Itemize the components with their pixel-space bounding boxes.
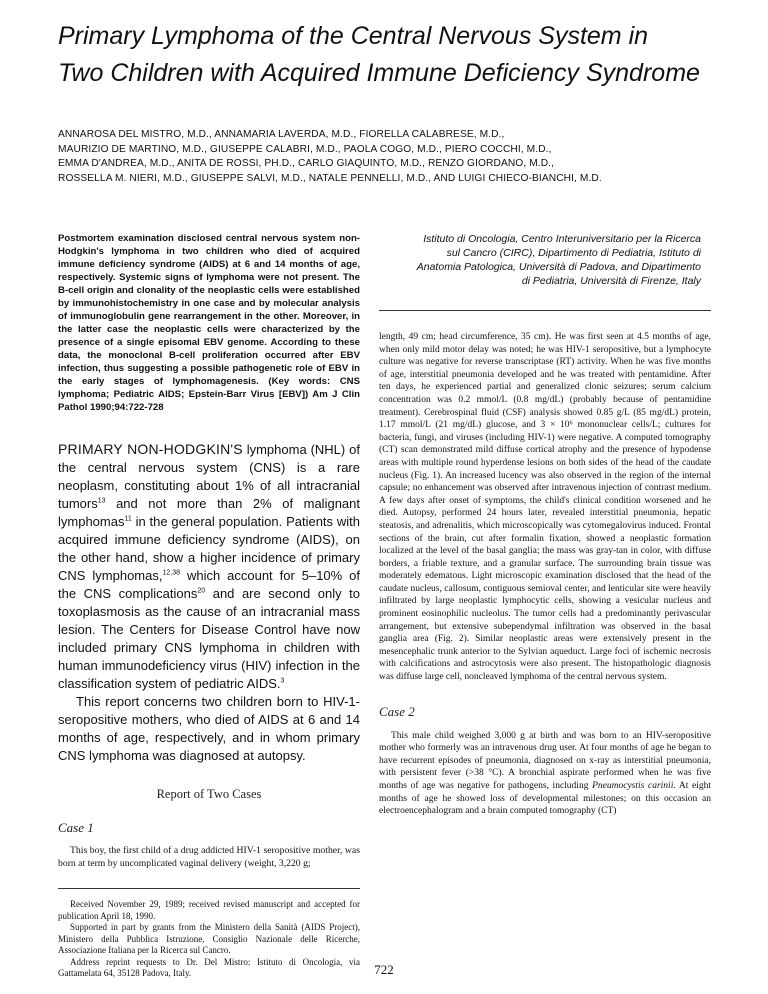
intro-text-d: which account for 5–10% of the CNS complications	[58, 568, 361, 601]
intro-text-c: in the general population. Patients with acquired immune deficiency syndrome (AIDS), on the other hand, show a higher incidence of primary CNS lymphomas,	[58, 514, 360, 583]
case1-continued: length, 49 cm; head circumference, 35 cm). He was first seen at 4.5 months of age, when only mild motor delay was noted; he was HIV-1 seropositive, but a lymphocyte culture was negative for reverse transcriptase (RT) activity. When he was five months of age, interstitial pneumonia developed and he was treated with pentamidine. After ten days, he experienced partial and generalized clonic seizures; serum calcium concentration was 0.2 mmol/L (0.8 mg/dL) (probably because of pentamidine treatment). Cerebrospinal fluid (CSF) analysis showed 0.85 g/L (85 mg/dL) protein, 1.17 mmol/L (21 mg/dL) glucose, and 3 × 10⁶ mononuclear cells/L; cultures for bacteria, fungi, and viruses (including HIV-1) were negative. A computed tomography (CT) scan demonstrated mild diffuse cortical atrophy and the presence of hypodense areas with multiple round hyperdense lesions on both sides of the head of the caudate nucleus (Fig. 1). An increased lucency was also observed in the region of the internal capsule; no enhancement was observed after intravenous injection of contrast medium. A few days after onset of symptoms, the child's clinical condition worsened and he died. Autopsy, performed 24 hours later, revealed interstitial pneumonia, hepatic steatosis, and adrenalitis, which microscopically was cytomegalovirus induced. Frontal sections of the brain, cut after formalin fixation, showed a neoplastic formation localized at the level of the basal ganglia; the mass was gray-tan in color, with diffuse borders, a friable texture, and a granular surface. The surrounding brain tissue was moderately edematous. Light microscopic examination disclosed that the head of the caudate nucleus, callosum, contiguous semioval center, and lenticular site were heavily infiltrated by large neoplastic lymphocytic cells, showing a vesicular nucleus and prominent eosinophilic nucleolus. The tumor cells had a predominantly perivascular arrangement, but extensive subependymal infiltration was observed in the basal ganglia area (Fig. 2). Similar neoplastic areas were extensively present in the mesencephalic trunk anterior to the Sylvian aqueduct. Large foci of ischemic necrosis with calcifications and astrocytosis were also present. The histopathologic diagnosis was diffuse large cell, noncleaved lymphoma of the central nervous system.	[379, 332, 711, 683]
footnote-received: Received November 29, 1989; received revised manuscript and accepted for publication April 18, 1990.	[58, 899, 360, 921]
affiliation-line-4: di Pediatria, Università di Firenze, Italy	[521, 275, 701, 287]
footnote-divider	[58, 888, 360, 889]
affiliation-line-3: Anatomia Patologica, Università di Padova, and Dipartimento	[416, 261, 701, 273]
right-column	[379, 232, 711, 818]
abstract: Postmortem examination disclosed central nervous system non-Hodgkin's lymphoma in two children who died of acquired immune deficiency syndrome (AIDS) at 6 and 14 months of age, respectively. Systemic signs of lymphoma were not present. The B-cell origin and clonality of the neoplastic cells were established by immunohistochemistry in one case and by molecular analysis of immunoglobulin gene rearrangement in the other. Moreover, in the latter case the neoplastic cells were characterized by the presence of a single episomal EBV genome. According to these data, the monoclonal B-cell proliferation occurred after EBV infection, thus suggesting a possible pathogenetic role of EBV in the early stages of lymphomagenesis. (Key words: CNS lymphoma; Pediatric AIDS; Epstein-Barr Virus [EBV]) Am J Clin Pathol 1990;94:722-728	[58, 233, 360, 413]
case2-heading: Case 2	[379, 703, 415, 719]
introduction	[58, 440, 360, 765]
title-line-2: Two Children with Acquired Immune Deficiency Syndrome	[58, 59, 700, 87]
case2-text-b: At eight months of age he showed loss of developmental milestones; on this occasion an electroencephalogram and a brain computed tomography (CT)	[379, 781, 711, 817]
reference-mark: 13	[97, 497, 106, 505]
author-list	[58, 128, 738, 186]
intro-paragraph-2: This report concerns two children born to HIV-1-seropositive mothers, who died of AIDS at 6 and 14 months of age, respectively, and in whom primary CNS lymphoma was diagnosed at autopsy.	[58, 694, 360, 763]
affiliation-line-1: Istituto di Oncologia, Centro Interuniversitario per la Ricerca	[423, 233, 701, 245]
author-line-2: MAURIZIO DE MARTINO, M.D., GIUSEPPE CALABRI, M.D., PAOLA COGO, M.D., PIERO COCCHI, M.D.,	[58, 143, 552, 155]
footnote-address: Address reprint requests to Dr. Del Mistro: Istituto di Oncologia, via Gattamelata 64, 35128 Padova, Italy.	[58, 956, 360, 978]
affiliation-divider	[379, 310, 711, 311]
title-line-1: Primary Lymphoma of the Central Nervous System in	[58, 22, 649, 50]
organism-name: Pneumocystis carinii.	[592, 781, 676, 791]
reference-mark: 12,38	[162, 569, 181, 577]
affiliation	[379, 232, 711, 288]
intro-text-e: and are second only to toxoplasmosis as the cause of an intracranial mass lesion. The Centers for Disease Control have now included primary CNS lymphoma in children with human immunodeficiency virus (HIV) infection in the classification system of pediatric AIDS.	[58, 586, 360, 691]
case2-paragraph	[379, 730, 711, 818]
case1-opening: This boy, the first child of a drug addicted HIV-1 seropositive mother, was born at term by uncomplicated vaginal delivery (weight, 3,220 g;	[58, 845, 360, 869]
intro-text-a: lymphoma (NHL) of the central nervous system (CNS) is a rare neoplasm, constituting about 1% of all intracranial tumors	[58, 442, 360, 511]
affiliation-line-2: sul Cancro (CIRC), Dipartimento di Pediatria, Istituto di	[446, 247, 701, 259]
intro-text-b: and not more than 2% of malignant lymphomas	[58, 496, 360, 529]
article-title	[58, 18, 718, 92]
case1-heading: Case 1	[58, 820, 94, 835]
reference-mark: 3	[280, 677, 285, 685]
section-heading: Report of Two Cases	[156, 787, 262, 801]
page-number: 722	[374, 962, 394, 977]
intro-paragraph-1	[58, 440, 360, 693]
author-line-3: EMMA D'ANDREA, M.D., ANITA DE ROSSI, PH.D., CARLO GIAQUINTO, M.D., RENZO GIORDANO, M.D.,	[58, 158, 555, 169]
reference-mark: 11	[124, 515, 132, 523]
author-line-4: ROSSELLA M. NIERI, M.D., GIUSEPPE SALVI, M.D., NATALE PENNELLI, M.D., AND LUIGI CHIECO-BIANCHI, M.D.	[58, 172, 602, 184]
reference-mark: 20	[197, 587, 206, 595]
footnote-support: Supported in part by grants from the Ministero della Sanità (AIDS Project), Ministero della Pubblica Istruzione, Consiglio Nazionale delle Ricerche, Associazione Italiana per la Ricerca sul Cancro.	[58, 922, 360, 955]
case2-text-a: This male child weighed 3,000 g at birth and was born to an HIV-seropositive mother who formerly was an intravenous drug user. At four months of age he began to have recurrent episodes of pneumonia, diagnosed on x-ray as interstitial pneumonia, with persistent fever (>38 °C). A bronchial aspirate performed when he was five months of age was negative for pathogens, including	[379, 730, 711, 791]
left-column	[58, 232, 360, 980]
author-line-1: ANNAROSA DEL MISTRO, M.D., ANNAMARIA LAVERDA, M.D., FIORELLA CALABRESE, M.D.,	[58, 129, 505, 140]
intro-lead-in: PRIMARY NON-HODGKIN'S	[58, 441, 243, 457]
